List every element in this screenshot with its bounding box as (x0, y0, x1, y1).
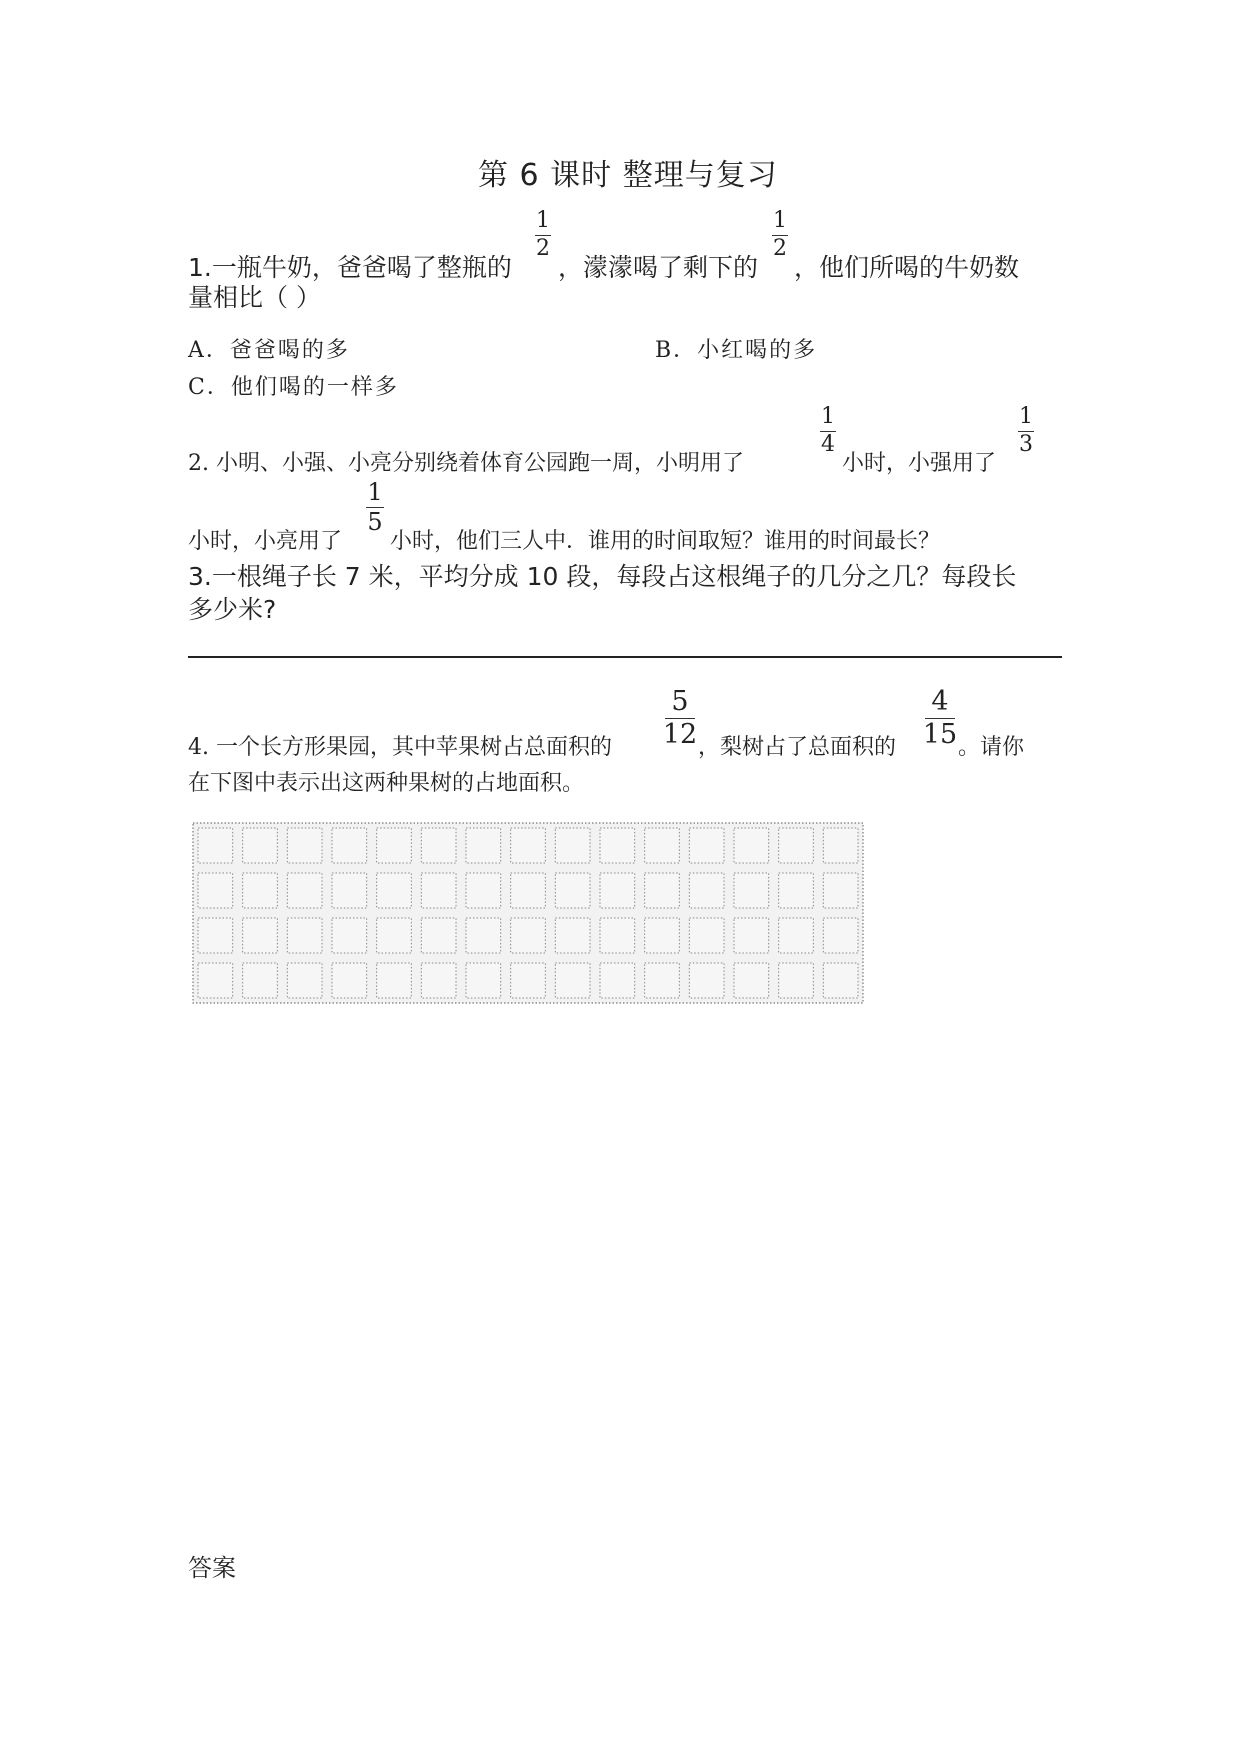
grid-cell[interactable] (466, 918, 501, 953)
grid-cell[interactable] (779, 918, 814, 953)
grid-cell[interactable] (734, 828, 769, 863)
q1-fraction-1: 1 2 (536, 208, 550, 261)
grid-cell[interactable] (421, 918, 456, 953)
page-title: 第 6 课时 整理与复习 (478, 158, 778, 193)
grid-cell[interactable] (689, 873, 724, 908)
q2-text-part3: 小时，小亮用了 (188, 529, 343, 554)
q2-text-part1: 2. 小明、小强、小亮分别绕着体育公园跑一周，小明用了 (188, 451, 744, 476)
grid-cell[interactable] (734, 918, 769, 953)
grid-cell[interactable] (645, 828, 680, 863)
q1-text-part3: ，他们所喝的牛奶数 (794, 253, 1020, 282)
grid-cell[interactable] (287, 873, 322, 908)
q1-text-part1: 1.一瓶牛奶，爸爸喝了整瓶的 (188, 253, 512, 282)
grid-cell[interactable] (421, 873, 456, 908)
grid-cell[interactable] (332, 918, 367, 953)
grid-cell[interactable] (555, 963, 590, 998)
q4-fraction-2: 4 15 (922, 686, 958, 750)
grid-cell[interactable] (823, 873, 858, 908)
grid-cell[interactable] (287, 828, 322, 863)
grid-cell[interactable] (377, 828, 412, 863)
grid-cell[interactable] (198, 873, 233, 908)
grid-cell[interactable] (600, 828, 635, 863)
q1-fraction-2: 1 2 (773, 208, 787, 261)
grid-cell[interactable] (198, 918, 233, 953)
grid-cell[interactable] (779, 828, 814, 863)
grid-cell[interactable] (243, 828, 278, 863)
grid-cell[interactable] (287, 918, 322, 953)
grid-cell[interactable] (421, 828, 456, 863)
q2-text-part4: 小时，他们三人中．谁用的时间取短？谁用的时间最长？ (390, 529, 941, 554)
grid-cell[interactable] (243, 873, 278, 908)
grid-cell[interactable] (466, 963, 501, 998)
q2-fraction-1: 1 4 (821, 404, 835, 457)
grid-cell[interactable] (243, 918, 278, 953)
grid-cell[interactable] (466, 873, 501, 908)
answer-heading: 答案 (188, 1554, 236, 1582)
grid-cell[interactable] (734, 963, 769, 998)
q3-text-line1: 3.一根绳子长 7 米，平均分成 10 段，每段占这根绳子的几分之几？每段长 (188, 562, 1017, 591)
grid-cell[interactable] (332, 963, 367, 998)
q1-option-a: A．爸爸喝的多 (188, 338, 350, 363)
grid-cell[interactable] (511, 873, 546, 908)
grid-cell[interactable] (287, 963, 322, 998)
grid-cell[interactable] (689, 918, 724, 953)
grid-cell[interactable] (645, 963, 680, 998)
q2-text-part2: 小时，小强用了 (842, 451, 997, 476)
grid-cell[interactable] (198, 963, 233, 998)
q2-fraction-3: 1 5 (367, 478, 383, 536)
q2-fraction-2: 1 3 (1019, 404, 1033, 457)
grid-cell[interactable] (734, 873, 769, 908)
grid-cell[interactable] (243, 963, 278, 998)
grid-cell[interactable] (555, 873, 590, 908)
grid-cell[interactable] (555, 828, 590, 863)
q4-text-line2: 在下图中表示出这两种果树的占地面积。 (188, 771, 585, 796)
grid-cell[interactable] (377, 963, 412, 998)
q4-fraction-1: 5 12 (662, 686, 698, 750)
q1-text-part2: ，濛濛喝了剩下的 (558, 253, 759, 282)
grid-cell[interactable] (600, 918, 635, 953)
grid-cell[interactable] (779, 963, 814, 998)
grid-cell[interactable] (198, 828, 233, 863)
q1-option-b: B．小红喝的多 (655, 338, 818, 363)
grid-cell[interactable] (466, 828, 501, 863)
grid-cell[interactable] (689, 828, 724, 863)
grid-cell[interactable] (377, 873, 412, 908)
grid-cell[interactable] (332, 873, 367, 908)
orchard-grid[interactable] (192, 822, 864, 1004)
q4-text-part3: 。请你 (958, 735, 1025, 760)
grid-cell[interactable] (779, 873, 814, 908)
grid-cell[interactable] (332, 828, 367, 863)
q1-text-line2: 量相比（ ） (188, 283, 321, 312)
grid-cell[interactable] (377, 918, 412, 953)
q3-text-line2: 多少米? (188, 595, 277, 624)
grid-cell[interactable] (421, 963, 456, 998)
grid-cell[interactable] (511, 918, 546, 953)
grid-cell[interactable] (511, 828, 546, 863)
grid-cell[interactable] (555, 918, 590, 953)
grid-cell[interactable] (600, 963, 635, 998)
grid-cell[interactable] (689, 963, 724, 998)
grid-cell[interactable] (823, 963, 858, 998)
grid-cell[interactable] (645, 873, 680, 908)
grid-cell[interactable] (600, 873, 635, 908)
grid-cell[interactable] (511, 963, 546, 998)
q4-text-part1: 4. 一个长方形果园，其中苹果树占总面积的 (188, 735, 612, 760)
answer-line (188, 656, 1062, 658)
q1-option-c: C．他们喝的一样多 (188, 375, 399, 400)
grid-cell[interactable] (823, 918, 858, 953)
grid-cell[interactable] (823, 828, 858, 863)
grid-cell[interactable] (645, 918, 680, 953)
q4-text-part2: ，梨树占了总面积的 (698, 735, 897, 760)
